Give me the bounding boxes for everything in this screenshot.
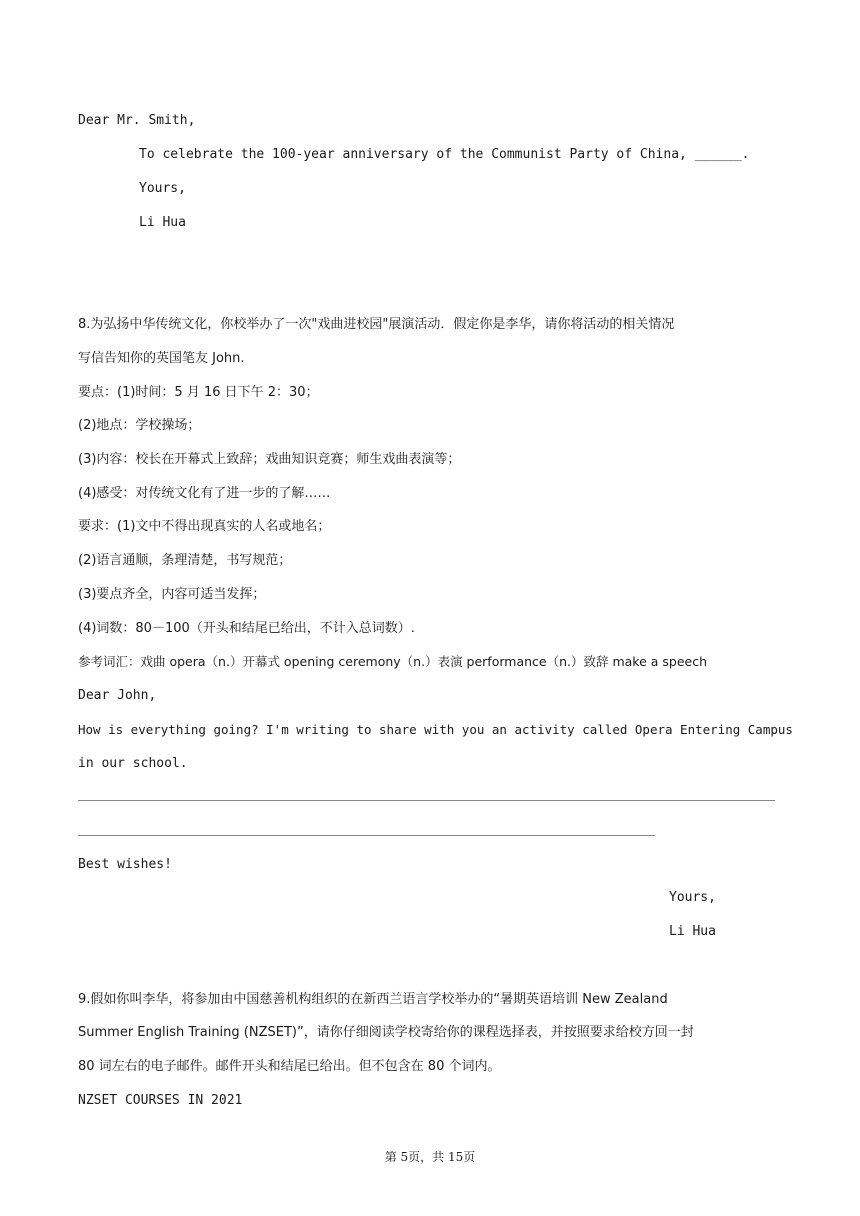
q8-best-wishes: Best wishes!	[78, 857, 172, 872]
page-footer: 第 5页，共 15页	[384, 1150, 476, 1164]
q8-point-4: (4)感受：对传统文化有了进一步的了解……	[78, 486, 331, 501]
q8-letter-line2: in our school.	[78, 756, 188, 771]
q9-prompt-line1: 9.假如你叫李华，将参加由中国慈善机构组织的在新西兰语言学校举办的“暑期英语培训 New Zealand	[78, 992, 668, 1007]
q8-point-1: 要点：(1)时间：5 月 16 日下午 2：30；	[78, 385, 319, 400]
letter1-greeting: Dear Mr. Smith,	[78, 113, 196, 128]
q8-vocab: 参考词汇：戏曲 opera（n.）开幕式 opening ceremony（n.）表演 performance（n.）致辞 make a speech	[78, 654, 708, 669]
q9-courses-title: NZSET COURSES IN 2021	[78, 1093, 243, 1108]
q9-prompt-line2: Summer English Training (NZSET)”，请你仔细阅读学校寄给你的课程选择表，并按照要求给校方回一封	[78, 1025, 694, 1040]
q8-letter-greeting: Dear John,	[78, 688, 157, 703]
q8-prompt-line2: 写信告知你的英国笔友 John.	[78, 351, 245, 366]
q8-requirement-1: 要求：(1)文中不得出现真实的人名或地名；	[78, 519, 331, 534]
q8-closing: Yours,	[669, 890, 716, 905]
q8-requirement-2: (2)语言通顺，条理清楚，书写规范；	[78, 553, 292, 568]
answer-line-1[interactable]	[78, 800, 775, 801]
letter1-body: To celebrate the 100-year anniversary of the Communist Party of China, ______.	[139, 147, 750, 162]
q8-letter-line1: How is everything going? I'm writing to share with you an activity called Opera Entering Campus	[78, 722, 793, 737]
q8-signature: Li Hua	[669, 924, 716, 939]
answer-line-2[interactable]	[78, 835, 655, 836]
q8-requirement-4: (4)词数：80－100（开头和结尾已给出，不计入总词数）.	[78, 621, 415, 636]
letter1-signature: Li Hua	[139, 215, 186, 230]
q9-prompt-line3: 80 词左右的电子邮件。邮件开头和结尾已给出。但不包含在 80 个词内。	[78, 1059, 501, 1074]
q8-prompt-line1: 8.为弘扬中华传统文化，你校举办了一次"戏曲进校园"展演活动．假定你是李华，请你将活动的相关情况	[78, 317, 675, 332]
q8-point-3: (3)内容：校长在开幕式上致辞；戏曲知识竞赛；师生戏曲表演等；	[78, 452, 461, 467]
q8-requirement-3: (3)要点齐全，内容可适当发挥；	[78, 587, 266, 602]
q8-point-2: (2)地点：学校操场；	[78, 418, 201, 433]
letter1-closing: Yours,	[139, 181, 186, 196]
